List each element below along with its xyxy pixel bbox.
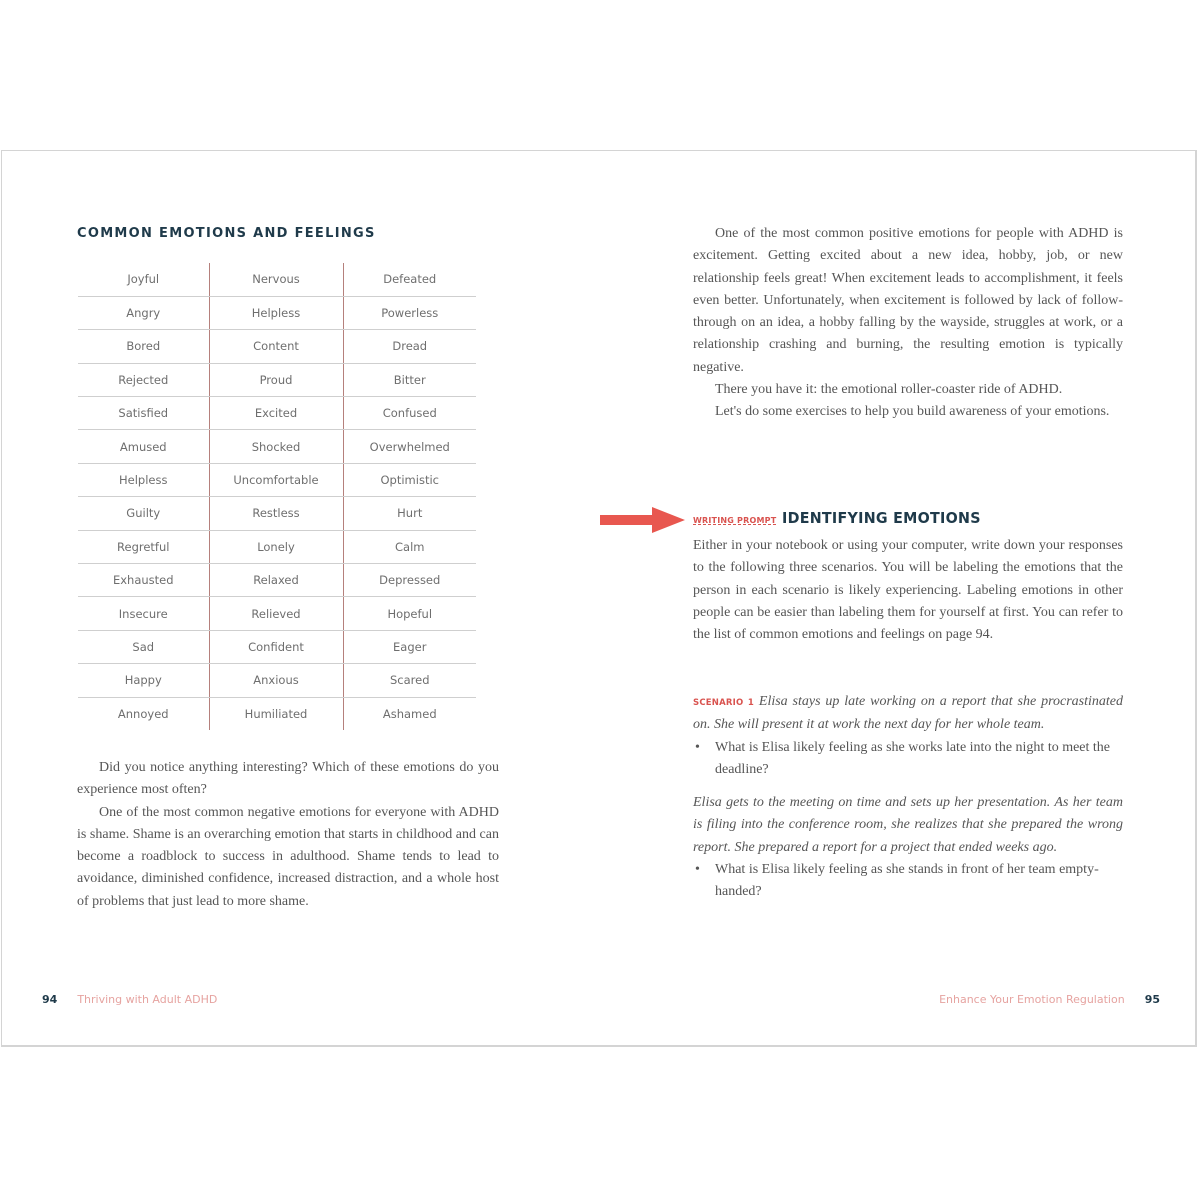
- footer-left: [42, 993, 217, 1006]
- emotion-cell: Joyful: [78, 263, 209, 296]
- emotions-table: [78, 263, 476, 730]
- writing-prompt-title: IDENTIFYING EMOTIONS: [782, 509, 982, 527]
- table-row: [78, 397, 476, 430]
- paragraph: Did you notice anything interesting? Which of these emotions do you experience most often?: [77, 760, 499, 798]
- emotion-cell: Satisfied: [78, 397, 209, 430]
- emotion-cell: Relieved: [209, 597, 343, 630]
- emotion-cell: Proud: [209, 363, 343, 396]
- table-row: [78, 697, 476, 730]
- emotion-cell: Sad: [78, 630, 209, 663]
- emotion-cell: Guilty: [78, 497, 209, 530]
- emotion-cell: Uncomfortable: [209, 463, 343, 496]
- right-body-text: [693, 223, 1123, 424]
- emotion-cell: Optimistic: [343, 463, 476, 496]
- book-spread: [1, 150, 1197, 1047]
- table-row: [78, 597, 476, 630]
- paragraph: Either in your notebook or using your computer, write down your responses to the following three scenarios. You will be labeling the emotions that the person in each scenario is likely experiencing. Labeling emotions in other people can be easier than labeling them for yourself at first. You can refer to the list of common emotions and feelings on page 94.: [693, 538, 1123, 643]
- running-head: Thriving with Adult ADHD: [77, 993, 218, 1006]
- table-row: [78, 330, 476, 363]
- right-page: [600, 151, 1198, 1045]
- emotion-cell: Rejected: [78, 363, 209, 396]
- scenario-text: Elisa gets to the meeting on time and sets up her presentation. As her team is filing into the conference room, she realizes that she prepared the wrong report. She prepared a report for a project that ended weeks ago.: [693, 795, 1123, 855]
- emotion-cell: Lonely: [209, 530, 343, 563]
- emotion-cell: Scared: [343, 664, 476, 697]
- table-row: [78, 263, 476, 296]
- emotion-cell: Calm: [343, 530, 476, 563]
- writing-prompt-intro: [693, 535, 1123, 646]
- arrow-right-icon: [600, 507, 685, 533]
- emotion-cell: Powerless: [343, 296, 476, 329]
- writing-prompt-tag: WRITING PROMPT: [693, 516, 777, 525]
- table-row: [78, 363, 476, 396]
- emotion-cell: Exhausted: [78, 564, 209, 597]
- paragraph: One of the most common positive emotions for people with ADHD is excitement. Getting excited about a new idea, hobby, job, or new relationship feels great! When excitement leads to accomplishment, it feels even better. Unfortunately, when excitement is followed by lack of follow-through on an idea, a hobby falling by the wayside, struggles at work, or a relationship crashing and burning, the resulting emotion is typically negative.: [693, 226, 1123, 375]
- emotion-cell: Depressed: [343, 564, 476, 597]
- emotion-cell: Defeated: [343, 263, 476, 296]
- table-row: [78, 463, 476, 496]
- emotion-cell: Annoyed: [78, 697, 209, 730]
- question-bullet: • What is Elisa likely feeling as she works late into the night to meet the deadline?: [693, 737, 1123, 782]
- table-row: [78, 430, 476, 463]
- emotion-cell: Overwhelmed: [343, 430, 476, 463]
- scenario-text: Elisa stays up late working on a report that she procrastinated on. She will present it at work the next day for her whole team.: [693, 694, 1123, 733]
- emotion-cell: Insecure: [78, 597, 209, 630]
- emotion-cell: Anxious: [209, 664, 343, 697]
- table-row: [78, 664, 476, 697]
- left-body-text: [77, 757, 499, 913]
- emotion-cell: Excited: [209, 397, 343, 430]
- emotion-cell: Ashamed: [382, 707, 437, 722]
- emotion-cell: Confused: [343, 397, 476, 430]
- emotion-cell: Hurt: [343, 497, 476, 530]
- emotion-cell: Nervous: [209, 263, 343, 296]
- page-number: 94: [42, 993, 58, 1006]
- page-number: 95: [1144, 993, 1160, 1006]
- table-row: [78, 296, 476, 329]
- emotion-cell: Angry: [78, 296, 209, 329]
- paragraph: There you have it: the emotional roller-coaster ride of ADHD.: [715, 382, 1063, 398]
- table-row: [78, 564, 476, 597]
- left-page: [2, 151, 600, 1045]
- emotion-cell: Helpless: [209, 296, 343, 329]
- emotion-cell: Bored: [78, 330, 209, 363]
- paragraph: One of the most common negative emotions for everyone with ADHD is shame. Shame is an overarching emotion that starts in childhood and can become a roadblock to success in adulthood. Shame tends to lead to avoidance, diminished confidence, increased distraction, and a whole host of problems that just lead to more shame.: [77, 804, 499, 909]
- emotion-cell: Helpless: [78, 463, 209, 496]
- running-head: Enhance Your Emotion Regulation: [939, 993, 1125, 1006]
- emotion-cell: Confident: [209, 630, 343, 663]
- footer-right: [939, 993, 1160, 1006]
- emotion-cell: Restless: [209, 497, 343, 530]
- table-row: [78, 530, 476, 563]
- scenario-label: SCENARIO 1: [693, 698, 755, 708]
- emotion-cell: Relaxed: [209, 564, 343, 597]
- section-title: COMMON EMOTIONS AND FEELINGS: [77, 226, 376, 241]
- emotion-cell: Amused: [78, 430, 209, 463]
- emotion-cell: Shocked: [209, 430, 343, 463]
- paragraph: Let's do some exercises to help you build awareness of your emotions.: [715, 404, 1110, 420]
- emotion-cell: Happy: [78, 664, 209, 697]
- emotion-cell: Bitter: [343, 363, 476, 396]
- table-row: [78, 630, 476, 663]
- emotion-cell: Content: [209, 330, 343, 363]
- emotion-cell: Hopeful: [343, 597, 476, 630]
- scenario-1: [693, 691, 1123, 904]
- writing-prompt-heading: [693, 509, 998, 527]
- emotion-cell: Regretful: [78, 530, 209, 563]
- question-bullet: • What is Elisa likely feeling as she stands in front of her team empty-handed?: [693, 859, 1123, 904]
- emotion-cell: Eager: [343, 630, 476, 663]
- emotion-cell: Humiliated: [209, 697, 343, 730]
- emotion-cell: Dread: [343, 330, 476, 363]
- table-row: [78, 497, 476, 530]
